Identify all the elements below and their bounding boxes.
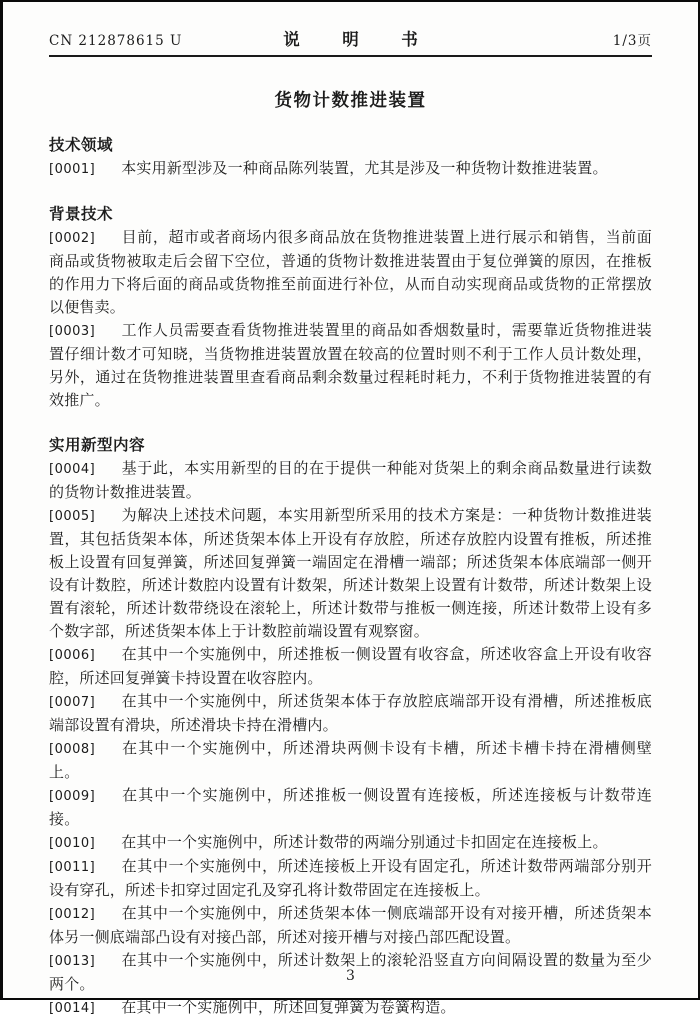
paragraph-number: [0003] — [49, 324, 96, 339]
paragraph-0002 — [49, 226, 652, 319]
paragraph-number: [0013] — [49, 954, 96, 969]
paragraph-number: [0006] — [49, 648, 96, 663]
document-number: CN 212878615 U — [49, 33, 183, 49]
paragraph-text: 在其中一个实施例中，所述滑块两侧卡设有卡槽，所述卡槽卡持在滑槽侧壁上。 — [49, 739, 652, 781]
paragraph-number: [0001] — [49, 162, 96, 177]
paragraph-number: [0009] — [49, 789, 96, 804]
paragraph-number: [0008] — [49, 742, 96, 757]
paragraph-0012 — [49, 902, 652, 949]
paragraph-number: [0011] — [49, 860, 96, 875]
paragraph-text: 基于此，本实用新型的目的在于提供一种能对货架上的剩余商品数量进行读数的货物计数推进装置。 — [49, 459, 652, 501]
paragraph-0005 — [49, 504, 652, 643]
paragraph-text: 在其中一个实施例中，所述回复弹簧为卷簧构造。 — [121, 998, 456, 1016]
paragraph-0003 — [49, 319, 652, 412]
paragraph-text: 在其中一个实施例中，所述货架本体一侧底端部开设有对接开槽，所述货架本体另一侧底端部凸设有对接凸部，所述对接开槽与对接凸部匹配设置。 — [49, 904, 652, 946]
paragraph-0011 — [49, 855, 652, 902]
paragraph-0006 — [49, 643, 652, 690]
section-technical-field — [49, 133, 652, 181]
paragraph-text: 在其中一个实施例中，所述计数带的两端分别通过卡扣固定在连接板上。 — [121, 833, 608, 851]
paragraph-number: [0014] — [49, 1001, 96, 1016]
paragraph-text: 在其中一个实施例中，所述推板一侧设置有连接板，所述连接板与计数带连接。 — [49, 786, 652, 828]
paragraph-text: 在其中一个实施例中，所述货架本体于存放腔底端部开设有滑槽，所述推板底端部设置有滑块，所述滑块卡持在滑槽内。 — [49, 692, 652, 734]
paragraph-text: 为解决上述技术问题，本实用新型所采用的技术方案是：一种货物计数推进装置，其包括货架本体，所述货架本体上开设有存放腔，所述存放腔内设置有推板，所述推板上设置有回复弹簧，所述回复弹簧一端固定在滑槽一端部；所述货架本体底端部一侧开设有计数腔，所述计数腔内设置有计数架，所述计数架上设置有计数带，所述计数架上设置有滚轮，所述计数带绕设在滚轮上，所述计数带与推板一侧连接，所述计数带上设有多个数字部，所述货架本体上于计数腔前端设置有观察窗。 — [49, 506, 652, 640]
paragraph-number: [0004] — [49, 462, 96, 477]
paragraph-text: 在其中一个实施例中，所述推板一侧设置有收容盒，所述收容盒上开设有收容腔，所述回复弹簧卡持设置在收容腔内。 — [49, 645, 652, 687]
paragraph-0008 — [49, 737, 652, 784]
paragraph-0007 — [49, 690, 652, 737]
page-indicator: 1/3页 — [612, 33, 652, 49]
paragraph-0014 — [49, 996, 652, 1020]
paragraph-number: [0012] — [49, 907, 96, 922]
paragraph-number: [0007] — [49, 695, 96, 710]
page-header — [49, 2, 652, 57]
section-utility-model-content — [49, 433, 652, 1020]
paragraph-text: 在其中一个实施例中，所述连接板上开设有固定孔，所述计数带两端部分别开设有穿孔，所述卡扣穿过固定孔及穿孔将计数带固定在连接板上。 — [49, 857, 652, 899]
paragraph-number: [0005] — [49, 509, 96, 524]
document-type-label: 说 明 书 — [283, 30, 431, 49]
paragraph-0004 — [49, 457, 652, 504]
paragraph-number: [0010] — [49, 836, 96, 851]
invention-title: 货物计数推进装置 — [274, 91, 427, 111]
section-heading: 实用新型内容 — [49, 436, 146, 454]
paragraph-number: [0002] — [49, 231, 96, 246]
paragraph-text: 工作人员需要查看货物推进装置里的商品如香烟数量时，需要靠近货物推进装置仔细计数才可知晓，当货物推进装置放置在较高的位置时则不利于工作人员计数处理，另外，通过在货物推进装置里查看商品剩余数量过程耗时耗力，不利于货物推进装置的有效推广。 — [49, 321, 652, 409]
section-heading: 背景技术 — [49, 205, 114, 223]
paragraph-0009 — [49, 784, 652, 831]
paragraph-text: 在其中一个实施例中，所述计数架上的滚轮沿竖直方向间隔设置的数量为至少两个。 — [49, 951, 652, 993]
section-heading: 技术领域 — [49, 136, 114, 154]
paragraph-0001 — [49, 157, 652, 181]
paragraph-0010 — [49, 831, 652, 855]
section-background-art — [49, 202, 652, 412]
paragraph-text: 本实用新型涉及一种商品陈列装置，尤其是涉及一种货物计数推进装置。 — [121, 159, 608, 177]
page-number: 3 — [346, 968, 355, 984]
paragraph-text: 目前，超市或者商场内很多商品放在货物推进装置上进行展示和销售，当前面商品或货物被取走后会留下空位，普通的货物计数推进装置由于复位弹簧的原因，在推板的作用力下将后面的商品或货物推至前面进行补位，从而自动实现商品或货物的正常摆放以便售卖。 — [49, 228, 652, 316]
